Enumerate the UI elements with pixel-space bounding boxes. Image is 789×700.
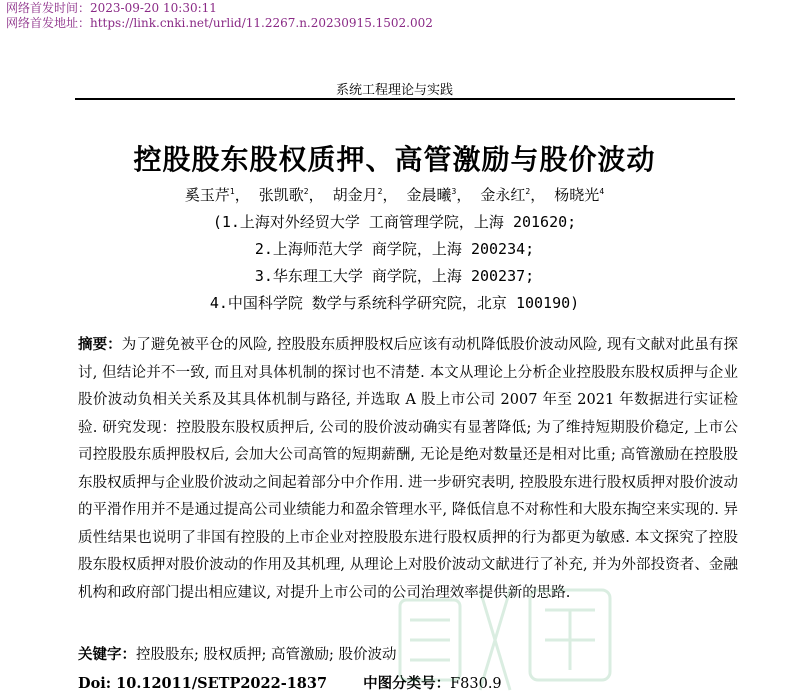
paper-title: 控股股东股权质押、高管激励与股价波动 [133, 143, 656, 176]
journal-name: 系统工程理论与实践 [335, 83, 453, 98]
publication-time: 网络首发时间：2023-09-20 10:30:11 [6, 1, 217, 15]
header-rule [75, 98, 735, 100]
author-name: 胡金月 [332, 186, 378, 204]
author-name: 金晨曦 [406, 186, 452, 204]
author-separator: ， [308, 186, 324, 204]
doi-value: 10.12011/SETP2022-1837 [116, 675, 328, 692]
author-list [0, 184, 789, 205]
keywords-label: 关键字： [78, 646, 136, 663]
author-separator: ， [530, 186, 546, 204]
abstract-label: 摘要： [78, 336, 122, 353]
author-affil-index: 4 [599, 187, 605, 196]
affiliation-1: (1.上海对外经贸大学 工商管理学院，上海 201620; [212, 213, 577, 231]
author-name: 奚玉芹 [184, 186, 230, 204]
doi-line [78, 672, 502, 693]
author-affil-index: 1 [229, 187, 235, 196]
author-separator: ， [456, 186, 472, 204]
doi-label: Doi: [78, 675, 117, 692]
author-separator: ， [234, 186, 250, 204]
clc-value: F830.9 [450, 676, 502, 692]
abstract-text: 为了避免被平仓的风险, 控股股东质押股权后应该有动机降低股价波动风险, 现有文献对此虽有探讨, 但结论并不一致, 而且对具体机制的探讨也不清楚. 本文从理论上分析企业控股股东股权质押与企业股价波动负相关关系及其具体机制与路径, 并选取 A 股上市公司 2007 年至 2021 年数据进行实证检验. 研究发现：控股股东股权质押后, 公司的股价波动确实有显著降低; 为了维持短期股价稳定, 上市公司控股股东质押股权后, 会加大公司高管的短期薪酬, 无论是绝对数量还是相对比重; 高管激励在控股股东股权质押与企业股价波动之间起着部分中介作用. 进一步研究表明, 控股股东进行股权质押对股价波动的平滑作用并不是通过提高公司业绩能力和盈余管理水平, 降低信息不对称性和大股东掏空来实现的. 异质性结果也说明了非国有控股的上市企业对控股股东进行股权质押的行为都更为敏感. 本文探究了控股股东股权质押对股价波动的作用及其机理, 从理论上对股价波动文献进行了补充, 并为外部投资者、金融机构和政府部门提出相应建议, 对提升上市公司的公司治理效率提供新的思路. [78, 337, 739, 601]
affiliation-4: 4.中国科学院 数学与系统科学研究院，北京 100190) [209, 294, 580, 312]
abstract [78, 331, 738, 607]
keywords [78, 643, 396, 664]
clc-label: 中图分类号： [363, 675, 451, 692]
author-name: 金永红 [480, 186, 526, 204]
author-affil-index: 2 [303, 187, 309, 196]
publication-url[interactable]: 网络首发地址：https://link.cnki.net/urlid/11.2267.n.20230915.1502.002 [6, 16, 433, 30]
author-affil-index: 2 [377, 187, 383, 196]
author-affil-index: 3 [451, 187, 457, 196]
keywords-text: 控股股东; 股权质押; 高管激励; 股价波动 [136, 647, 397, 663]
author-affil-index: 2 [525, 187, 531, 196]
affiliation-3: 3.华东理工大学 商学院，上海 200237; [254, 267, 535, 285]
affiliation-2: 2.上海师范大学 商学院，上海 200234; [254, 240, 535, 258]
author-separator: ， [382, 186, 398, 204]
author-name: 杨晓光 [554, 186, 600, 204]
author-name: 张凯歌 [258, 186, 304, 204]
